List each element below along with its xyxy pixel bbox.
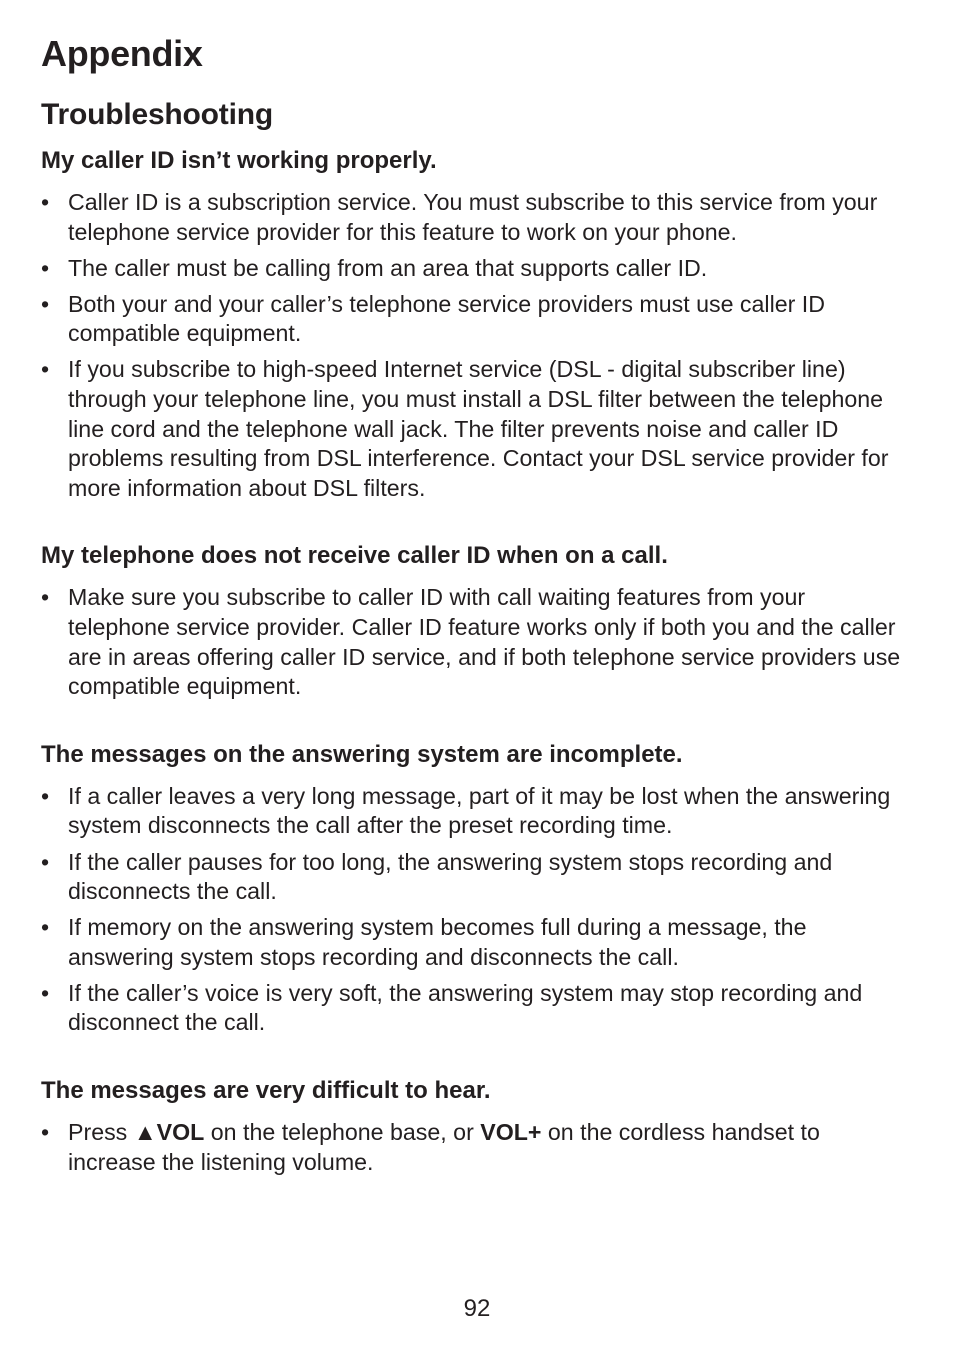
bullet-icon: • <box>41 584 50 611</box>
list-item: • Caller ID is a subscription service. You must subscribe to this service from your telephone service provider for this feature to work on your phone. <box>41 189 878 245</box>
list-item: • If a caller leaves a very long message, part of it may be lost when the answering system disconnects the call after the preset recording time. <box>41 782 891 839</box>
list-item: • Press ▲VOL on the telephone base, or VOL+ on the cordless handset to increase the listening volume. <box>41 1119 820 1175</box>
section-heading: The messages are very difficult to hear. <box>41 1077 491 1105</box>
section-messages-hard-to-hear <box>41 1076 911 1177</box>
page-number: 92 <box>463 1295 491 1322</box>
bullet-icon: • <box>41 1119 50 1146</box>
section-heading: My caller ID isn’t working properly. <box>41 147 437 174</box>
bullet-icon: • <box>41 979 50 1006</box>
list-item: • Make sure you subscribe to caller ID with call waiting features from your telephone service provider. Caller ID feature works only if both you and the caller are in areas offering caller ID service, and if both telephone service providers use compatible equipment. <box>41 584 901 700</box>
page-content <box>41 30 911 1184</box>
bullet-list <box>41 782 911 1038</box>
list-item: • Both your and your caller’s telephone service providers must use caller ID compatible equipment. <box>41 290 825 347</box>
section-no-caller-id-on-call <box>41 541 911 701</box>
bullet-icon: • <box>41 254 50 281</box>
bullet-list <box>41 583 911 701</box>
section-messages-incomplete <box>41 740 911 1038</box>
bullet-icon: • <box>41 290 50 317</box>
list-item: • If the caller pauses for too long, the answering system stops recording and disconnects the call. <box>41 848 833 905</box>
bullet-icon: • <box>41 356 50 383</box>
list-item: • If the caller’s voice is very soft, the answering system may stop recording and disconnect the call. <box>41 979 863 1036</box>
bullet-icon: • <box>41 782 50 809</box>
list-item: • If you subscribe to high-speed Internet service (DSL - digital subscriber line) through your telephone line, you must install a DSL filter between the telephone line cord and the telephone wall jack. The filter prevents noise and caller ID problems resulting from DSL interference. Contact your DSL service provider for more information about DSL filters. <box>41 356 889 501</box>
page-title: Appendix <box>41 33 203 74</box>
list-item: • The caller must be calling from an area that supports caller ID. <box>41 254 911 284</box>
bullet-icon: • <box>41 189 50 215</box>
vol-up-key-label: ▲VOL <box>133 1119 205 1146</box>
vol-plus-key-label: VOL+ <box>480 1119 542 1146</box>
bullet-list <box>41 1118 911 1177</box>
section-title: Troubleshooting <box>41 98 273 131</box>
bullet-list <box>41 188 911 503</box>
section-heading: My telephone does not receive caller ID when on a call. <box>41 542 668 570</box>
bullet-icon: • <box>41 848 50 875</box>
list-item: • If memory on the answering system becomes full during a message, the answering system stops recording and disconnects the call. <box>41 914 807 970</box>
section-heading: The messages on the answering system are incomplete. <box>41 740 683 768</box>
section-caller-id-not-working <box>41 146 911 503</box>
bullet-icon: • <box>41 914 50 941</box>
